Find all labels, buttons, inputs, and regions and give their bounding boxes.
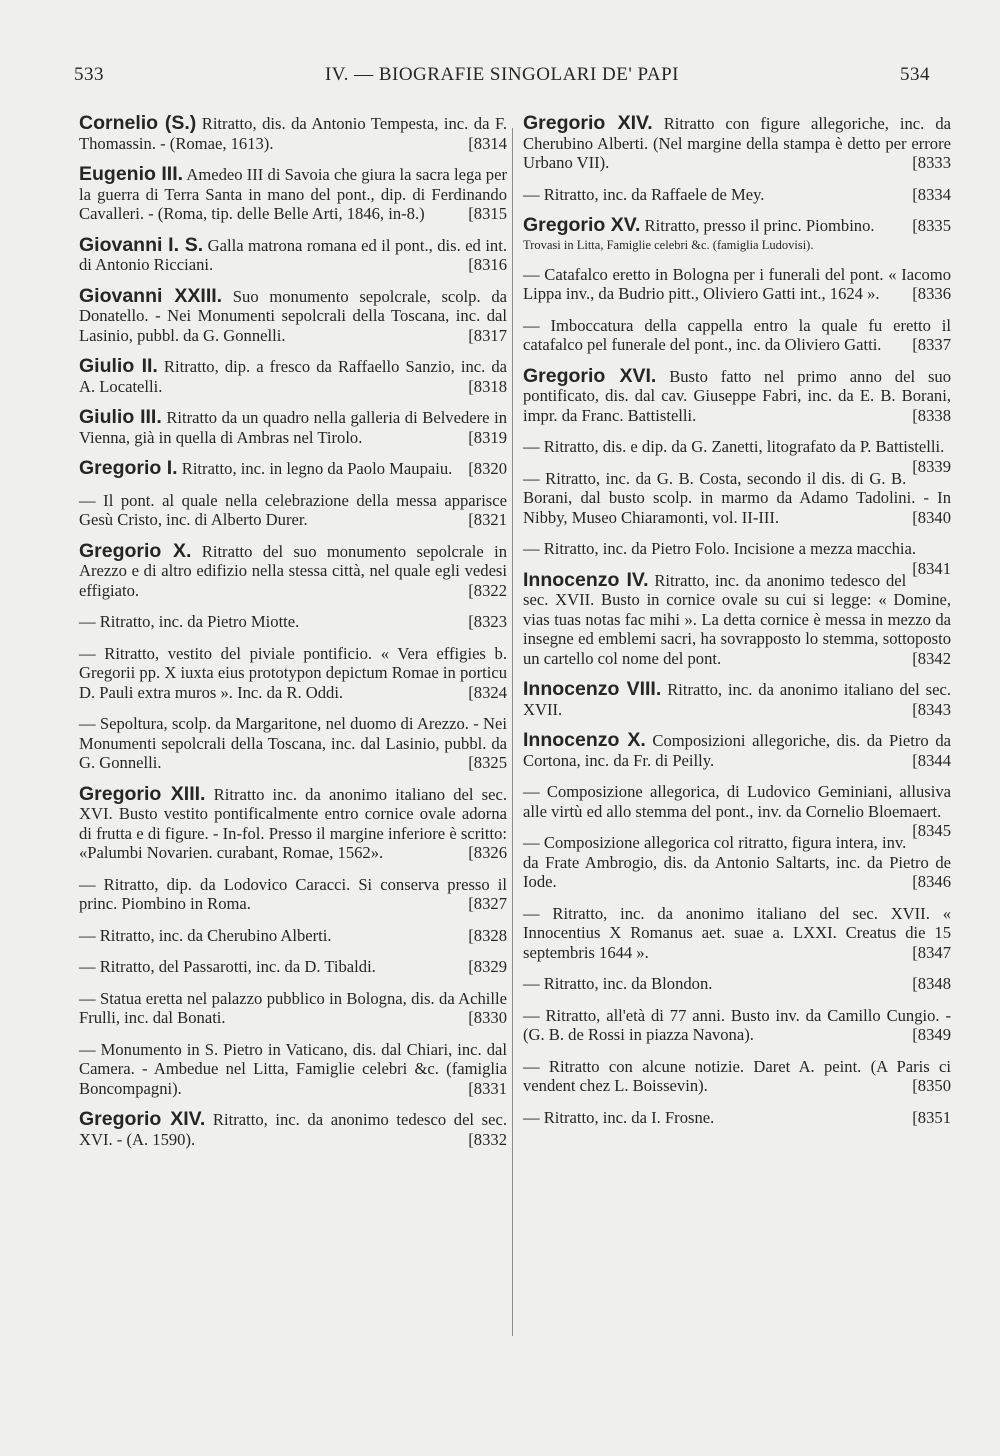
entry-text: — Ritratto, inc. da Cherubino Alberti. xyxy=(79,925,332,945)
entry-text: Galla matrona romana ed il pont., dis. ed int. di Antonio Ricciani. xyxy=(79,235,507,274)
catalog-entry xyxy=(79,459,507,479)
catalog-entry xyxy=(79,782,508,863)
entry-number: [8321 xyxy=(468,510,507,529)
entry-number: [8323 xyxy=(468,612,507,631)
entry-text: — Catafalco eretto in Bologna per i funerali del pont. « Iacomo Lippa inv., da Budrio pitt., Oliviero Gatti int., 1624 ». xyxy=(523,264,951,303)
catalog-entry xyxy=(523,114,951,173)
entry-number: [8327 xyxy=(468,894,507,913)
catalog-entry xyxy=(523,904,951,963)
entry-text: — Ritratto, dip. da Lodovico Caracci. Si conserva presso il princ. Piombino in Roma. xyxy=(79,874,507,913)
entry-text: Busto fatto nel primo anno del suo pontificato, dis. dal cav. Giuseppe Fabri, inc. da E. B. Borani, impr. da Franc. Battistelli. xyxy=(523,366,951,425)
entry-heading: Eugenio III. xyxy=(79,163,184,185)
catalog-entry xyxy=(523,731,951,770)
catalog-entry xyxy=(79,284,507,346)
entry-heading: Innocenzo X. xyxy=(523,729,646,751)
catalog-entry xyxy=(523,265,951,304)
entry-number: [8326 xyxy=(468,843,507,862)
entry-number: [8332 xyxy=(468,1129,507,1149)
entry-text: — Ritratto, all'età di 77 anni. Busto inv. da Camillo Cungio. - (G. B. de Rossi in piazza Navona). xyxy=(523,1005,951,1044)
entry-heading: Gregorio I. xyxy=(79,457,178,479)
entry-text: — Ritratto, inc. da Pietro Miotte. xyxy=(79,612,300,631)
entry-text: Suo monumento sepolcrale, scolp. da Donatello. - Nei Monumenti sepolcrali della Toscana, inc. dal Lasinio, pubbl. da G. Gonnelli. xyxy=(79,286,507,345)
catalog-entry xyxy=(523,539,951,578)
entry-number: [8345 xyxy=(912,821,951,840)
entry-heading: Gregorio XIII. xyxy=(79,782,206,805)
entry-heading: Innocenzo VIII. xyxy=(523,678,662,700)
entry-text: Ritratto, dis. da Antonio Tempesta, inc. da F. Thomassin. - (Romae, 1613). xyxy=(79,114,507,153)
entry-text: Ritratto, inc. in legno da Paolo Maupaiu. xyxy=(177,459,453,478)
catalog-entry xyxy=(523,216,951,253)
catalog-entry xyxy=(79,539,508,601)
catalog-entry xyxy=(523,185,951,205)
entry-text: Ritratto, inc. da anonimo tedesco del sec. XVII. Busto in cornice ovale su cui si legge: « Domine, vias tuas notas fac mihi ». La detta cornice è messa in mezzo da insegne ed emblemi sacri, ha sovrapposto lo stemma, sottoposto un cartello col nome del pont. xyxy=(523,570,951,668)
entry-heading: Giulio II. xyxy=(79,355,158,377)
entry-number: [8344 xyxy=(912,750,951,770)
entry-text: Ritratto da un quadro nella galleria di Belvedere in Vienna, già in quella di Ambras nel Tirolo. xyxy=(79,408,507,447)
entry-text: — Ritratto, inc. da Raffaele de Mey. xyxy=(523,184,765,204)
entry-number: [8318 xyxy=(468,376,507,396)
catalog-entry xyxy=(79,165,507,224)
catalog-entry xyxy=(79,644,507,703)
entry-number: [8340 xyxy=(912,507,951,527)
entry-heading: Gregorio XVI. xyxy=(523,364,657,387)
entry-text: — Ritratto, inc. da I. Frosne. xyxy=(523,1107,715,1127)
entry-text: Ritratto, inc. da anonimo tedesco del sec. XVI. - (A. 1590). xyxy=(79,1110,507,1149)
entry-number: [8335 xyxy=(912,216,951,235)
entry-number: [8343 xyxy=(912,699,951,719)
entry-text: — Ritratto, inc. da G. B. Costa, secondo il dis. di G. B. Borani, dal busto scolp. in marmo da Adamo Tadolini. - In Nibby, Museo Chiaramonti, vol. II-III. xyxy=(523,468,951,527)
entry-number: [8350 xyxy=(912,1076,951,1095)
entry-number: [8341 xyxy=(912,558,951,578)
entry-heading: Giovanni I. S. xyxy=(79,233,204,256)
entry-number: [8347 xyxy=(912,942,951,962)
entry-text: Ritratto, dip. a fresco da Raffaello Sanzio, inc. da A. Locatelli. xyxy=(79,357,507,396)
entry-number: [8325 xyxy=(468,753,507,772)
entry-number: [8334 xyxy=(912,184,951,204)
right-column xyxy=(523,114,951,1139)
entry-heading: Gregorio XV. xyxy=(523,214,641,236)
entry-text: — Ritratto, vestito del piviale pontificio. « Vera effigies b. Gregorii pp. X iuxta eius prototypon depictum Romae in porticu D. Pauli extra muros ». Inc. da R. Oddi. xyxy=(79,643,507,702)
catalog-entry xyxy=(79,233,507,275)
entry-number: [8317 xyxy=(468,325,507,345)
entry-text: — Ritratto, dis. e dip. da G. Zanetti, litografato da P. Battistelli. xyxy=(523,437,945,456)
entry-number: [8320 xyxy=(468,459,507,478)
entry-text: — Ritratto, inc. da anonimo italiano del sec. XVII. « Innocentius X Romanus aet. suae a. LXXI. Creatus die 15 septembris 1644 ». xyxy=(523,903,951,962)
entry-number: [8338 xyxy=(912,405,951,425)
catalog-entry xyxy=(79,1040,507,1099)
entry-text: Ritratto con figure allegoriche, inc. da Cherubino Alberti. (Nel margine della stampa è detto per errore Urbano VII). xyxy=(523,114,951,172)
left-page-number: 533 xyxy=(74,64,104,85)
entry-text: Composizioni allegoriche, dis. da Pietro da Cortona, inc. da Fr. di Peilly. xyxy=(523,731,951,770)
entry-text: — Composizione allegorica, di Ludovico Geminiani, allusiva alle virtù ed allo stemma del pont., inv. da Cornelio Bloemaert. xyxy=(523,782,951,821)
catalog-entry xyxy=(79,714,507,773)
catalog-entry xyxy=(79,357,507,396)
entry-number: [8319 xyxy=(468,427,507,447)
entry-number: [8333 xyxy=(912,153,951,172)
entry-number: [8328 xyxy=(468,925,507,945)
entry-text: — Ritratto, del Passarotti, inc. da D. Tibaldi. xyxy=(79,957,376,976)
section-title: IV. — BIOGRAFIE SINGOLARI DE' PAPI xyxy=(324,64,679,85)
catalog-entry xyxy=(523,469,951,528)
entry-heading: Gregorio X. xyxy=(79,539,192,562)
entry-note: Trovasi in Litta, Famiglie celebri &c. (famiglia Ludovisi). xyxy=(523,237,814,252)
catalog-entry xyxy=(79,1110,507,1149)
entry-number: [8337 xyxy=(912,335,951,354)
catalog-entry xyxy=(79,612,507,632)
entry-text: Ritratto, presso il princ. Piombino. xyxy=(640,216,875,235)
entry-number: [8314 xyxy=(468,133,507,153)
running-header xyxy=(74,64,930,94)
catalog-entry xyxy=(523,1006,951,1045)
catalog-entry xyxy=(79,989,507,1028)
entry-text: — Ritratto con alcune notizie. Daret A. peint. (A Paris ci vendent chez L. Boissevin). xyxy=(523,1056,951,1095)
entry-number: [8329 xyxy=(468,957,507,976)
entry-heading: Giulio III. xyxy=(79,406,162,428)
entry-heading: Giovanni XXIII. xyxy=(79,284,223,307)
entry-text: Ritratto, inc. da anonimo italiano del sec. XVII. xyxy=(523,680,951,719)
entry-number: [8339 xyxy=(912,456,951,476)
catalog-entry xyxy=(79,957,507,977)
entry-number: [8349 xyxy=(912,1025,951,1044)
catalog-entry xyxy=(523,680,951,719)
entry-heading: Gregorio XIV. xyxy=(79,1108,206,1130)
entry-text: — Sepoltura, scolp. da Margaritone, nel duomo di Arezzo. - Nei Monumenti sepolcrali della Toscana, inc. dal Lasinio, pubbl. da G. Gonnelli. xyxy=(79,714,507,772)
catalog-entry xyxy=(523,437,951,476)
entry-text: — Composizione allegorica col ritratto, figura intera, inv. da Frate Ambrogio, dis. da Antonio Saltarts, inc. da Pietro de Iode. xyxy=(523,833,951,891)
catalog-entry xyxy=(523,316,951,355)
right-page-number: 534 xyxy=(900,64,930,85)
catalog-entry xyxy=(523,782,951,840)
catalog-entry xyxy=(523,364,951,426)
entry-text: — Monumento in S. Pietro in Vaticano, dis. dal Chiari, inc. dal Camera. - Ambedue nel Litta, Famiglie celebri &c. (famiglia Boncompagni). xyxy=(79,1039,507,1098)
entry-number: [8330 xyxy=(468,1008,507,1027)
entry-text: — Imboccatura della cappella entro la quale fu eretto il catafalco pel funerale del pont., inc. da Oliviero Gatti. xyxy=(523,315,951,354)
entry-number: [8342 xyxy=(912,648,951,668)
entry-number: [8348 xyxy=(912,974,951,993)
entry-number: [8331 xyxy=(468,1078,507,1098)
catalog-entry xyxy=(523,833,951,892)
entry-text: Amedeo III di Savoia che giura la sacra lega per la guerra di Terra Santa in mano del pont., dip. di Ferdinando Cavalleri. - (Roma, tip. delle Belle Arti, 1846, in-8.) xyxy=(79,165,507,223)
entry-number: [8351 xyxy=(912,1107,951,1127)
entry-text: — Il pont. al quale nella celebrazione della messa apparisce Gesù Cristo, inc. di Alberto Durer. xyxy=(79,490,507,529)
entry-number: [8315 xyxy=(468,204,507,223)
catalog-entry xyxy=(79,114,507,153)
catalog-entry xyxy=(79,926,507,946)
entry-number: [8346 xyxy=(912,872,951,891)
entry-text: — Ritratto, inc. da Blondon. xyxy=(523,974,713,993)
catalog-entry xyxy=(523,1057,951,1096)
catalog-entry xyxy=(523,1108,951,1128)
entry-number: [8324 xyxy=(468,682,507,702)
catalog-entry xyxy=(79,408,507,447)
entry-heading: Gregorio XIV. xyxy=(523,112,653,134)
entry-number: [8316 xyxy=(468,255,507,274)
entry-number: [8322 xyxy=(468,580,507,600)
left-column xyxy=(79,114,507,1161)
entry-text: Ritratto del suo monumento sepolcrale in Arezzo e di altro edifizio nella stessa città, nel quale egli vedesi effigiato. xyxy=(79,541,508,600)
entry-heading: Innocenzo IV. xyxy=(523,568,649,591)
entry-number: [8336 xyxy=(912,284,951,303)
entry-text: — Ritratto, inc. da Pietro Folo. Incisione a mezza macchia. xyxy=(523,539,917,558)
entry-text: Ritratto inc. da anonimo italiano del sec. XVI. Busto vestito pontificalmente entro cornice ovale adorna di frutta e di figure. - In-fol. Presso il margine inferiore è scritto: «Palumbi Novarien. curabant, Romae, 1562». xyxy=(79,784,508,862)
catalog-entry xyxy=(79,875,507,914)
entry-heading: Cornelio (S.) xyxy=(79,112,197,134)
catalog-entry xyxy=(523,974,951,994)
catalog-entry xyxy=(79,491,507,530)
column-divider xyxy=(512,128,513,1336)
entry-text: — Statua eretta nel palazzo pubblico in Bologna, dis. da Achille Frulli, inc. dal Bonati. xyxy=(79,988,507,1027)
